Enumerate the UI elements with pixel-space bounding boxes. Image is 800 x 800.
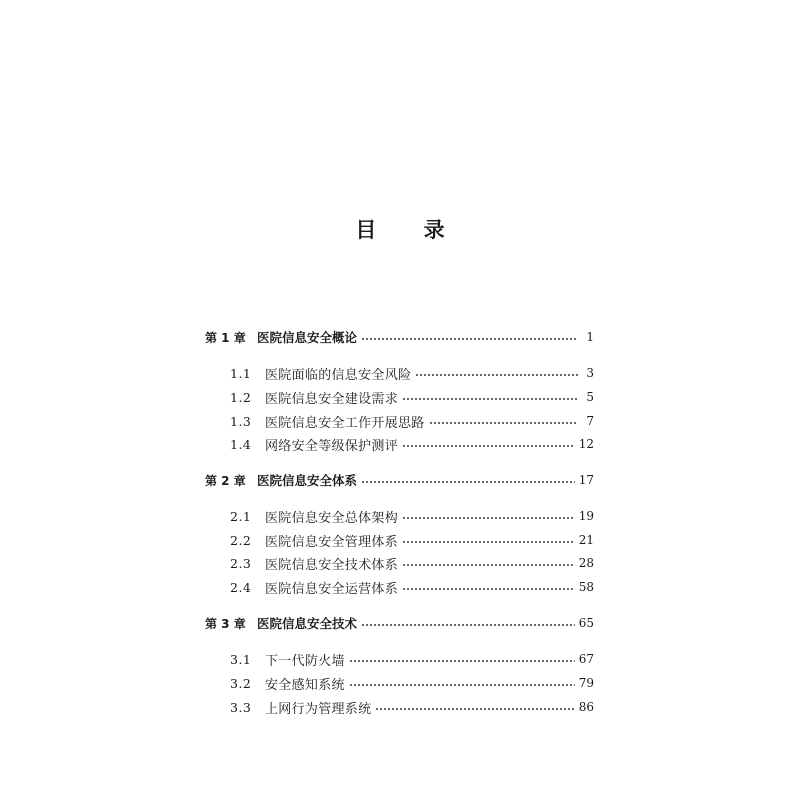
toc-section-1-2[interactable] — [230, 387, 594, 407]
toc-section-3-1[interactable] — [230, 649, 594, 669]
page-number: 17 — [578, 473, 594, 487]
dot-leader — [402, 397, 578, 401]
page-number: 58 — [578, 580, 594, 594]
dot-leader — [402, 516, 575, 520]
dot-leader — [361, 623, 575, 627]
section-title: 医院面临的信息安全风险 — [265, 367, 412, 383]
page-number: 1 — [586, 330, 594, 344]
page-number: 3 — [586, 366, 594, 380]
section-number: 2.1 — [230, 508, 252, 524]
section-title: 医院信息安全建设需求 — [265, 391, 399, 407]
page-number: 12 — [578, 437, 594, 451]
toc-section-1-1[interactable] — [230, 363, 594, 383]
dot-leader — [361, 480, 575, 484]
section-title: 医院信息安全运营体系 — [265, 581, 399, 597]
section-number: 1.3 — [230, 413, 252, 429]
page-number: 21 — [578, 533, 594, 547]
toc-section-2-4[interactable] — [230, 577, 594, 597]
page-number: 65 — [578, 616, 594, 630]
section-number: 1.1 — [230, 365, 252, 381]
toc-chapter-3[interactable] — [205, 613, 594, 633]
toc-section-1-4[interactable] — [230, 434, 594, 454]
section-number: 3.1 — [230, 651, 252, 667]
section-number: 3.3 — [230, 699, 252, 715]
dot-leader — [349, 683, 575, 687]
dot-leader — [415, 373, 578, 377]
chapter-title: 医院信息安全概论 — [257, 330, 358, 345]
section-number: 2.4 — [230, 579, 252, 595]
toc-section-2-1[interactable] — [230, 506, 594, 526]
page-number: 28 — [578, 556, 594, 570]
chapter-number: 第 2 章 — [205, 473, 246, 488]
section-title: 医院信息安全工作开展思路 — [265, 415, 425, 431]
dot-leader — [429, 421, 578, 425]
section-title: 下一代防火墙 — [265, 653, 345, 669]
dot-leader — [402, 563, 575, 567]
chapter-number: 第 1 章 — [205, 330, 246, 345]
toc-chapter-1[interactable] — [205, 327, 594, 347]
section-title: 上网行为管理系统 — [265, 701, 372, 717]
page-number: 86 — [578, 700, 594, 714]
section-number: 2.3 — [230, 555, 252, 571]
toc-section-3-3[interactable] — [230, 697, 594, 717]
section-number: 2.2 — [230, 532, 252, 548]
dot-leader — [361, 337, 578, 341]
section-title: 医院信息安全管理体系 — [265, 534, 399, 550]
dot-leader — [402, 587, 575, 591]
section-title: 医院信息安全总体架构 — [265, 510, 399, 526]
toc-section-2-2[interactable] — [230, 530, 594, 550]
section-title: 医院信息安全技术体系 — [265, 557, 399, 573]
dot-leader — [375, 707, 574, 711]
chapter-number: 第 3 章 — [205, 616, 246, 631]
page-number: 19 — [578, 509, 594, 523]
toc-section-3-2[interactable] — [230, 673, 594, 693]
toc-section-1-3[interactable] — [230, 411, 594, 431]
dot-leader — [349, 659, 575, 663]
toc-section-2-3[interactable] — [230, 553, 594, 573]
section-title: 网络安全等级保护测评 — [265, 438, 399, 454]
chapter-title: 医院信息安全技术 — [257, 616, 358, 631]
dot-leader — [402, 540, 575, 544]
section-number: 1.2 — [230, 389, 252, 405]
dot-leader — [402, 444, 575, 448]
section-number: 3.2 — [230, 675, 252, 691]
section-title: 安全感知系统 — [265, 677, 345, 693]
page-number: 7 — [586, 414, 594, 428]
chapter-title: 医院信息安全体系 — [257, 473, 358, 488]
page-number: 5 — [586, 390, 594, 404]
page-number: 67 — [578, 652, 594, 666]
section-number: 1.4 — [230, 436, 252, 452]
page-number: 79 — [578, 676, 594, 690]
toc-chapter-2[interactable] — [205, 470, 594, 490]
page-title: 目 录 — [355, 218, 465, 242]
